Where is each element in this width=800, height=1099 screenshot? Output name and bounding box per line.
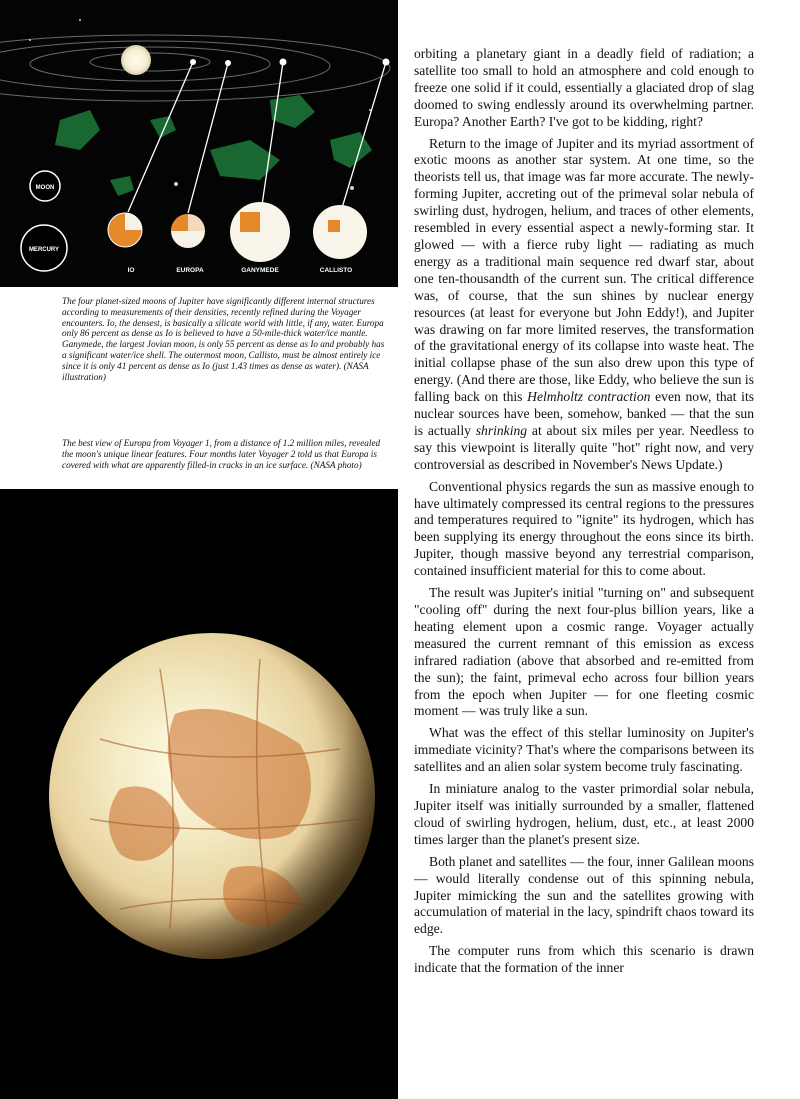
article-paragraph: The result was Jupiter's initial "turning on" and subsequent "cooling off" during the next four-plus billion years, like a heating element upon a cosmic range. Voyager actually measured the current remnant of this emission as excess infrared radiation (above that absorbed and re-emitted from the sun); the faint, primeval echo across four billion years from the epoch when Jupiter — for one fleeting cosmic moment — was truly like a sun.	[414, 585, 754, 719]
callisto-label: CALLISTO	[319, 267, 353, 274]
callisto-cross-section	[313, 205, 367, 259]
europa-label: EUROPA	[176, 267, 204, 274]
io-label: IO	[127, 267, 135, 274]
italic-term: shrinking	[475, 422, 528, 438]
article-paragraph: Return to the image of Jupiter and its myriad assortment of exotic moons as another star system. At one time, so the theorists tell us, that image was far more accurate. The newly-forming Jupiter, accreting out of the primeval solar nebula of swirling dust, hydrogen, helium, and traces of other elements, resembled in every essential aspect a newly-forming star. It glowed — with a fierce ruby light — radiating as much energy as a traditional main sequence red dwarf star, about one ten-thousandth of the current sun. The critical difference was, of course, that the sun shines by nuclear energy resources (at least for everyone but John Eddy!), and Jupiter was drawing on far more limited reserves, the transformation of the gravitational energy of its collapse into waste heat. The initial collapse phase of the sun also drew upon this type of energy. (And there are those, like Eddy, who believe the sun is falling back on this Helmholtz contraction even now, that its nuclear sources have been, somehow, banked — that the sun is actually shrinking at about six miles per year. Needless to say this viewpoint is literally quite "hot" right now, and very controversial as described in November's News Update.)	[414, 135, 755, 472]
photo-caption: The best view of Europa from Voyager 1, from a distance of 1.2 million miles, revealed the moon's unique linear features. Four months later Voyager 2 told us that Europa is covered with what are apparently filled-in cracks in an ice surface. (NASA photo)	[62, 438, 381, 470]
moon-label: MOON	[35, 185, 55, 191]
moon-reference	[30, 171, 60, 201]
mercury-label: MERCURY	[28, 247, 60, 253]
diagram-caption: The four planet-sized moons of Jupiter have significantly different internal structures according to measurements of their densities, recently refined during the Voyager encounters. Io, the densest, is basically a silicate world with little, if any, water. Europa only 86 percent as dense as Io is believed to have a 50-mile-thick water/ice mantle. Ganymede, the largest Jovian moon, is only 55 percent as dense as Io and probably has a significant water/ice shell. The outermost moon, Callisto, must be almost entirely ice since it is only 41 percent as dense as Io (just 1.43 times as dense as water). (NASA illustration)	[62, 296, 385, 382]
ganymede-cross-section	[230, 202, 290, 262]
italic-term: Helmholtz contraction	[527, 389, 651, 405]
article-paragraph: Both planet and satellites — the four, inner Galilean moons — would literally condense out of this spinning nebula, Jupiter mimicking the sun and the satellites growing with accumulation of material in the lacy, spindrift chaos toward its edge.	[414, 853, 754, 937]
io-cross-section	[108, 213, 142, 247]
article-column	[414, 46, 754, 982]
orbit-rings	[0, 35, 390, 101]
europa-cross-section	[171, 214, 205, 248]
mercury-reference	[21, 225, 67, 271]
article-paragraph: The computer runs from which this scenario is drawn indicate that the formation of the inner	[414, 943, 754, 976]
jupiter-planet	[121, 45, 151, 75]
background-terrain	[55, 95, 372, 196]
article-paragraph: In miniature analog to the vaster primordial solar nebula, Jupiter itself was initially surrounded by a smaller, flattened cloud of swirling hydrogen, helium, dust, etc., at least 2000 times larger than the planet's present size.	[414, 781, 754, 847]
ganymede-label: GANYMEDE	[241, 267, 279, 274]
moons-structure-diagram	[0, 0, 398, 287]
europa-photo	[0, 489, 398, 1099]
article-paragraph: orbiting a planetary giant in a deadly field of radiation; a satellite too small to hold an atmosphere and cold enough to freeze one solid if it could, essentially a glaciated drop of slag doomed to swing endlessly around its overwhelming partner. Europa? Another Earth? I've got to be kidding, right?	[414, 46, 754, 129]
article-paragraph: What was the effect of this stellar luminosity on Jupiter's immediate vicinity? That's where the comparisons between its satellites and an alien solar system become truly fascinating.	[414, 725, 754, 775]
article-paragraph: Conventional physics regards the sun as massive enough to have ultimately compressed its central regions to the pressures and temperatures required to "ignite" its hydrogen, which has been supplying its energy throughout the eons since its birth. Jupiter, though massive beyond any terrestrial comparison, contained insufficient material for this to come about.	[414, 478, 754, 579]
